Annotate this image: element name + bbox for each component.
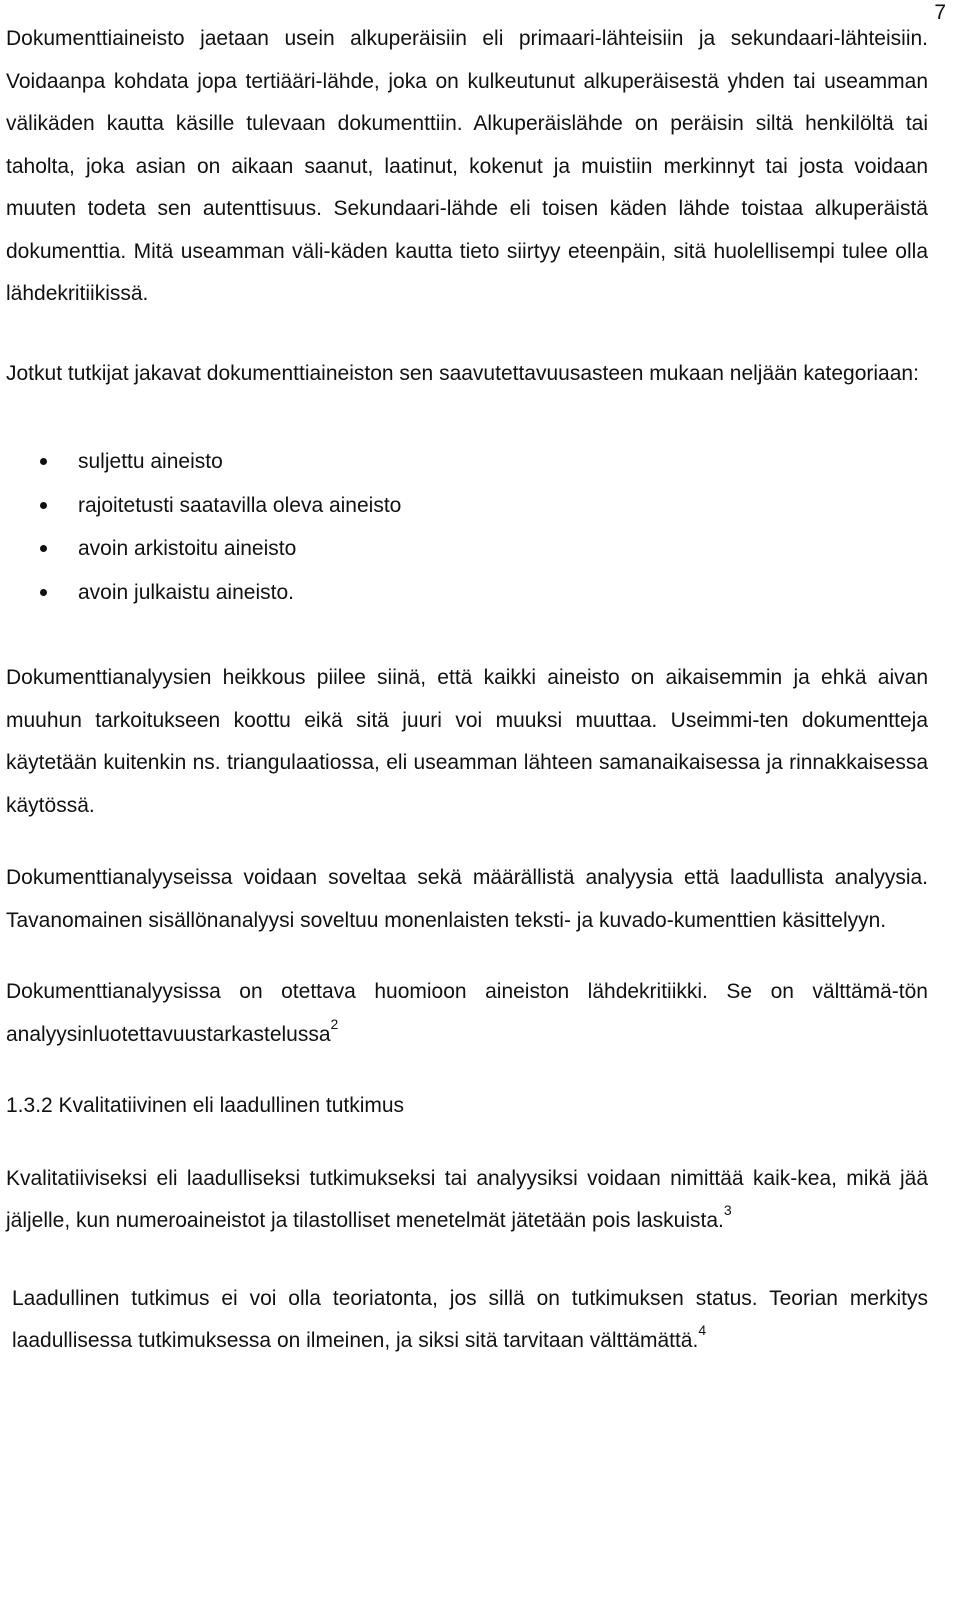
paragraph-qualitative-definition: Kvalitatiiviseksi eli laadulliseksi tutkimukseksi tai analyysiksi voidaan nimittää kaik-kea, mikä jää jäljelle, kun numeroaineistot ja tilastolliset menetelmät jätetään pois laskuista.$^3$ <box>6 1166 928 1232</box>
paragraph-weakness: Dokumenttianalyysien heikkous piilee siinä, että kaikki aineisto on aikaisemmin ja ehkä aivan muuhun tarkoitukseen koottu eikä sitä juuri voi muuksi muuttaa. Useimmi-ten dokumentteja käytetään kuitenkin ns. triangulaatiossa, eli useamman lähteen samanaikaisessa ja rinnakkaisessa käytössä. <box>6 666 928 817</box>
bullet-icon <box>40 502 47 509</box>
list-item: avoin arkistoitu aineisto <box>6 527 928 571</box>
document-body <box>6 18 928 1363</box>
page-number: 7 <box>934 1 946 24</box>
bullet-icon <box>40 545 47 552</box>
paragraph-analysis-methods: Dokumenttianalyyseissa voidaan soveltaa sekä määrällistä analyysia että laadullista analyysia. Tavanomainen sisällönanalyysi soveltuu monenlaisten teksti- ja kuvado-kumenttien käsittelyyn. <box>6 866 928 932</box>
footnote-reference[interactable]: 3 <box>723 1202 732 1218</box>
paragraph-source-types: Dokumenttiaineisto jaetaan usein alkuperäisiin eli primaari-lähteisiin ja sekundaari-lähteisiin. Voidaanpa kohdata jopa tertiääri-lähde, joka on kulkeutunut alkuperäisestä yhden tai useamman välikäden kautta käsille tulevaan dokumenttiin. Alkuperäislähde on peräisin siltä henkilöltä tai taholta, joka asian on aikaan saanut, laatinut, kokenut ja muistiin merkinnyt tai josta voidaan muuten todeta sen autenttisuus. Sekundaari-lähde eli toisen käden lähde toistaa alkuperäistä dokumenttia. Mitä useamman väli-käden kautta tieto siirtyy eteenpäin, sitä huolellisempi tulee olla lähdekritiikissä. <box>6 27 928 305</box>
section-heading: 1.3.2 Kvalitatiivinen eli laadullinen tutkimus <box>6 1094 405 1117</box>
bullet-icon <box>40 458 47 465</box>
list-item: avoin julkaistu aineisto. <box>6 571 928 615</box>
paragraph-source-criticism: Dokumenttianalyysissa on otettava huomioon aineiston lähdekritiikki. Se on välttämä-tön analyysinluotettavuustarkastelussa$^2$ <box>6 980 928 1046</box>
footnote-reference[interactable]: 2 <box>330 1015 339 1032</box>
list-item: rajoitetusti saatavilla oleva aineisto <box>6 484 928 528</box>
list-item: suljettu aineisto <box>6 440 928 484</box>
bullet-icon <box>40 589 47 596</box>
paragraph-theory: Laadullinen tutkimus ei voi olla teoriatonta, jos sillä on tutkimuksen status. Teorian merkitys laadullisessa tutkimuksessa on ilmeinen, ja siksi sitä tarvitaan välttämättä.$^4$ <box>12 1286 928 1352</box>
footnote-reference[interactable]: 4 <box>698 1322 707 1338</box>
category-list <box>6 440 928 614</box>
paragraph-categories-intro: Jotkut tutkijat jakavat dokumenttiaineiston sen saavutettavuusasteen mukaan neljään kategoriaan: <box>6 361 919 385</box>
